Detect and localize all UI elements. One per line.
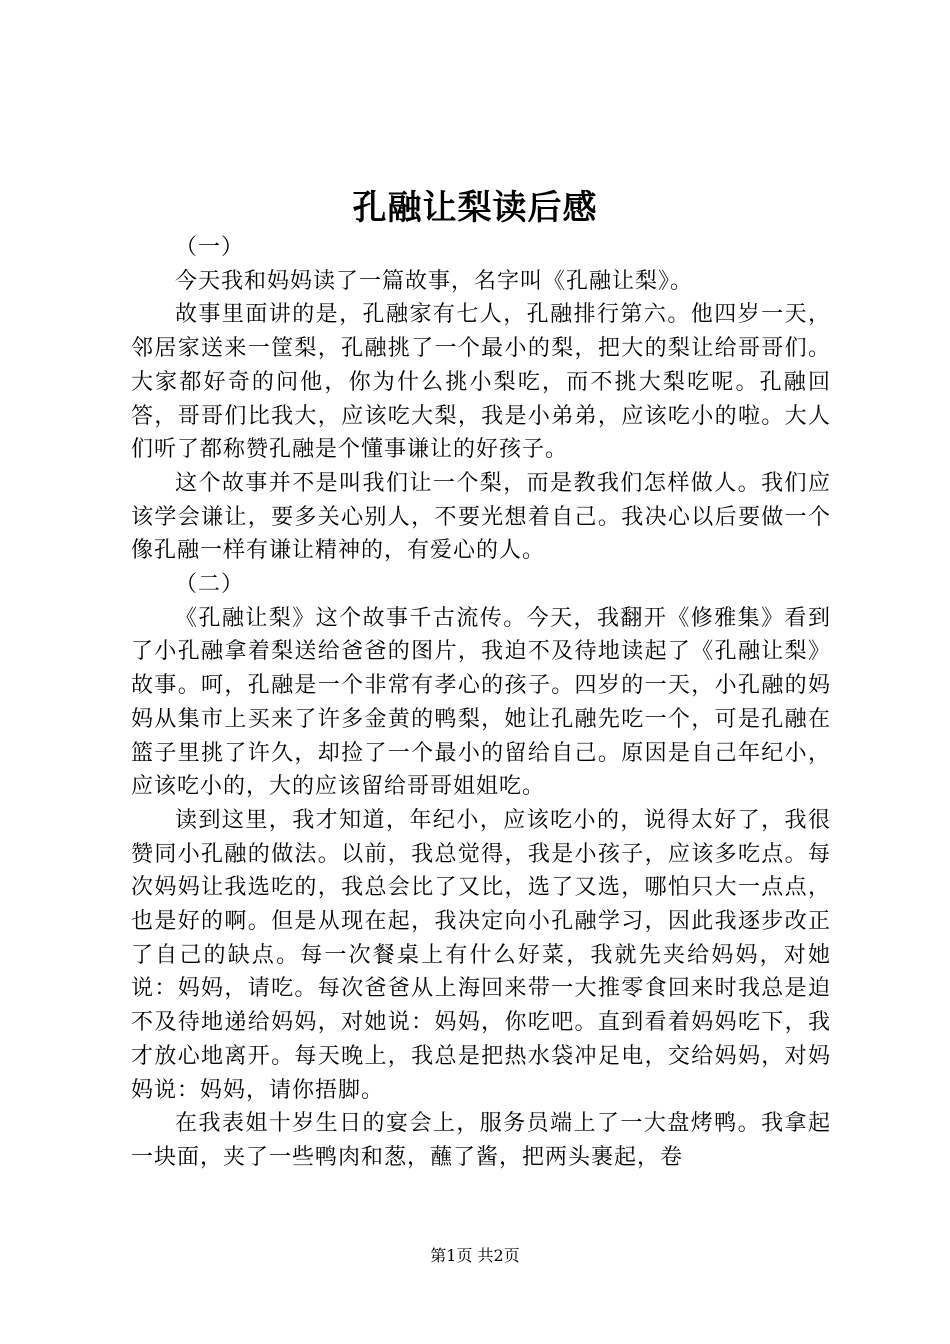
paragraph: 《孔融让梨》这个故事千古流传。今天，我翻开《修雅集》看到了小孔融拿着梨送给爸爸的图片，我迫不及待地读起了《孔融让梨》故事。呵，孔融是一个非常有孝心的孩子。四岁的一天，小孔融的妈妈从集市上买来了许多金黄的鸭梨，她让孔融先吃一个，可是孔融在篮子里挑了许久，却捡了一个最小的留给自己。原因是自己年纪小，应该吃小的，大的应该留给哥哥姐姐吃。 — [131, 605, 831, 800]
document-title: 孔融让梨读后感 — [352, 188, 598, 228]
section-heading-1: （一） — [175, 235, 245, 260]
paragraph: 在我表姐十岁生日的宴会上，服务员端上了一大盘烤鸭。我拿起一块面，夹了一些鸭肉和葱，蘸了酱，把两头裹起，卷 — [131, 1111, 831, 1170]
document-body — [131, 231, 831, 1175]
paragraph: 这个故事并不是叫我们让一个梨，而是教我们怎样做人。我们应该学会谦让，要多关心别人，不要光想着自己。我决心以后要做一个像孔融一样有谦让精神的，有爱心的人。 — [131, 470, 831, 564]
paragraph: 今天我和妈妈读了一篇故事，名字叫《孔融让梨》。 — [175, 268, 694, 294]
paragraph: 读到这里，我才知道，年纪小，应该吃小的，说得太好了，我很赞同小孔融的做法。以前，我总觉得，我是小孩子，应该多吃点。每次妈妈让我选吃的，我总会比了又比，选了又选，哪怕只大一点点，也是好的啊。但是从现在起，我决定向小孔融学习，因此我逐步改正了自己的缺点。每一次餐桌上有什么好菜，我就先夹给妈妈，对她说：妈妈，请吃。每次爸爸从上海回来带一大推零食回来时我总是迫不及待地递给妈妈，对她说：妈妈，你吃吧。直到看着妈妈吃下，我才放心地离开。每天晚上，我总是把热水袋冲足电，交给妈妈，对妈妈说：妈妈，请你捂脚。 — [131, 807, 831, 1103]
page-footer: 第1页 共2页 — [430, 1246, 520, 1265]
section-heading-2: （二） — [175, 572, 245, 598]
paragraph: 故事里面讲的是，孔融家有七人，孔融排行第六。他四岁一天，邻居家送来一筐梨，孔融挑了一个最小的梨，把大的梨让给哥哥们。大家都好奇的问他，你为什么挑小梨吃，而不挑大梨吃呢。孔融回答，哥哥们比我大，应该吃大梨，我是小弟弟，应该吃小的啦。大人们听了都称赞孔融是个懂事谦让的好孩子。 — [131, 302, 831, 463]
